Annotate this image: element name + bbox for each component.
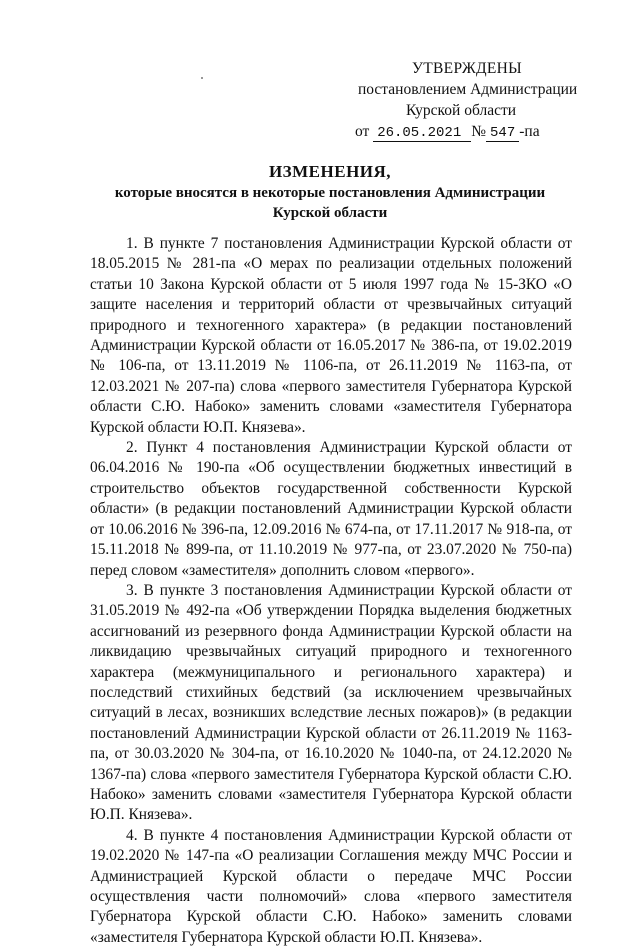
number-sign: № [471, 123, 487, 140]
from-label: от [355, 123, 370, 140]
document-title-block [90, 161, 570, 223]
paragraph-1: 1. В пункте 7 постановления Администрации Курской области от 18.05.2015 № 281-па «О мерах по реализации отдельных положений статьи 10 Закона Курской области от 5 июля 1997 года № 15-ЗКО «О защите населения и территорий области от чрезвычайных ситуаций природного и техногенного характера» (в редакции постановлений Администрации Курской области от 16.05.2017 № 386-па, от 19.02.2019 № 106-па, от 13.11.2019 № 1106-па, от 26.11.2019 № 1163-па, от 12.03.2021 № 207-па) слова «первого заместителя Губернатора Курской области С.Ю. Набоко» заменить словами «заместителя Губернатора Курской области Ю.П. Князева». [90, 235, 572, 436]
scan-speck [201, 77, 203, 79]
approved-by-line: постановлением Администрации [358, 81, 578, 98]
approval-date: 26.05.2021 [373, 125, 471, 142]
document-subtitle-line2: Курской области [272, 205, 388, 221]
approved-date-line [330, 121, 590, 142]
approved-region-line: Курской области [406, 102, 517, 119]
document-title: ИЗМЕНЕНИЯ, [268, 162, 392, 181]
document-body [90, 234, 572, 948]
approval-stamp-block [330, 58, 590, 142]
number-suffix: -па [519, 123, 540, 140]
paragraph-4: 4. В пункте 4 постановления Администрации Курской области от 19.02.2020 № 147-па «О реализации Соглашения между МЧС России и Администрацией Курской области о передаче МЧС России осуществления части полномочий» слова «первого заместителя Губернатора Курской области С.Ю. Набоко» заменить словами «заместителя Губернатора Курской области Ю.П. Князева». [90, 826, 572, 946]
approved-heading: УТВЕРЖДЕНЫ [412, 60, 522, 77]
paragraph-2: 2. Пункт 4 постановления Администрации Курской области от 06.04.2016 № 190-па «Об осуществлении бюджетных инвестиций в строительство объектов государственной собственности Курской области» (в редакции постановлений Администрации Курской области от 10.06.2016 № 396-па, 12.09.2016 № 674-па, от 17.11.2017 № 918-па, от 15.11.2018 № 899-па, от 11.10.2019 № 977-па, от 23.07.2020 № 750-па) перед словом «заместителя» дополнить словом «первого». [90, 439, 572, 579]
paragraph-3: 3. В пункте 3 постановления Администрации Курской области от 31.05.2019 № 492-па «Об утверждении Порядка выделения бюджетных ассигнований из резервного фонда Администрации Курской области на ликвидацию чрезвычайных ситуаций природного и техногенного характера (межмуниципального и регионального характера) и последствий стихийных бедствий (за исключением чрезвычайных ситуаций в лесах, возникших вследствие лесных пожаров)» (в редакции постановлений Администрации Курской области от 26.11.2019 № 1163-па, от 30.03.2020 № 304-па, от 16.10.2020 № 1040-па, от 24.12.2020 № 1367-па) слова «первого заместителя Губернатора Курской области С.Ю. Набоко» заменить словами «заместителя Губернатора Курской области Ю.П. Князева». [90, 581, 572, 824]
document-subtitle-line1: которые вносятся в некоторые постановления Администрации [114, 185, 546, 201]
approval-number: 547 [486, 125, 519, 142]
